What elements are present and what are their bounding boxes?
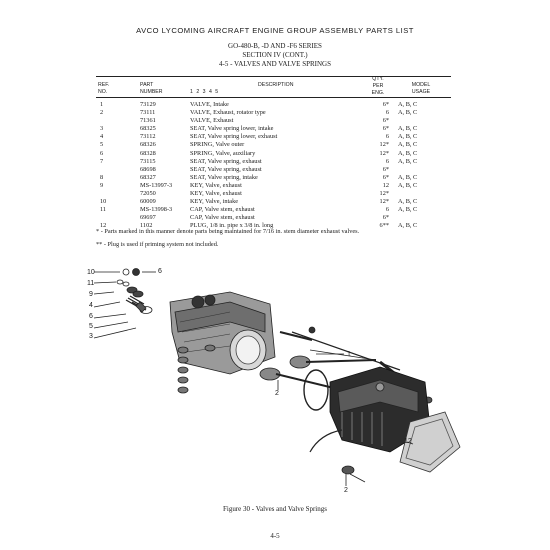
table-row: 69697 CAP, Valve stem, exhaust 6* — [140, 214, 389, 222]
page-number: 4-5 — [270, 532, 280, 540]
footnote-double-asterisk: ** - Plug is used if priming system not included. — [96, 241, 219, 248]
callout-4: 4 — [89, 302, 93, 309]
table-row: 3 68325 SEAT, Valve spring lower, intake 6* A, B, C — [100, 125, 418, 133]
table-row: 8 68327 SEAT, Valve spring, intake 6* A, B, C — [100, 173, 418, 181]
engine-series: GO-480-B, -D AND -F6 SERIES — [228, 42, 322, 50]
table-row: 68698 SEAT, Valve spring, exhaust 6* — [140, 165, 389, 173]
exploded-view-drawing — [80, 262, 470, 497]
callout-6-left: 6 — [89, 313, 93, 320]
table-row: 6 68328 SPRING, Valve, auxiliary 12* A, B, C — [100, 149, 418, 157]
callout-9: 9 — [89, 291, 93, 298]
table-row: 4 73112 SEAT, Valve spring lower, exhaust 6 A, B, C — [100, 133, 418, 141]
col-header-description: DESCRIPTION — [258, 82, 294, 88]
callout-1: 1 — [347, 351, 351, 358]
table-top-rule — [96, 76, 451, 77]
figure-caption: Figure 30 - Valves and Valve Springs — [223, 505, 327, 513]
table-row: 1 73129 VALVE, Intake 6* A, B, C — [100, 101, 418, 108]
table-row: 5 68326 SPRING, Valve outer 12* A, B, C — [100, 141, 418, 149]
subject-title: 4-5 - VALVES AND VALVE SPRINGS — [219, 60, 331, 68]
table-row: 7 73115 SEAT, Valve spring, exhaust 6 A, B, C — [100, 157, 418, 165]
table-row: 10 60009 KEY, Valve, intake 12* A, B, C — [100, 198, 418, 206]
callout-2-lower: 2 — [344, 487, 348, 494]
col-header-qty: QTY. PER ENG. — [371, 76, 385, 96]
col-header-model: MODEL USAGE — [411, 82, 431, 95]
table-row: 12 1102 PLUG, 1/8 in. pipe x 3/8 in. long 6** A, B, C — [100, 222, 418, 230]
callout-11: 11 — [87, 280, 95, 287]
table-row: 11 MS-13998-3 CAP, Valve stem, exhaust 6 A, B, C — [100, 206, 418, 214]
table-row: 9 MS-13997-3 KEY, Valve, exhaust 12 A, B, C — [100, 181, 418, 189]
col-header-ref: REF. NO. — [98, 82, 110, 95]
callout-6-right: 6 — [158, 268, 162, 275]
table-row: 2 73111 VALVE, Exhaust, rotator type 6 A, B, C — [100, 109, 418, 117]
callout-3: 3 — [89, 333, 93, 340]
footnote-single-asterisk: * - Parts marked in this manner denote parts being maintained for 7/16 in. stem diameter exhaust valves. — [96, 228, 360, 235]
callout-12: 12 — [404, 438, 412, 445]
callout-2-upper: 2 — [275, 390, 279, 397]
table-row: 72050 KEY, Valve, exhaust 12* — [140, 190, 389, 198]
section-title: SECTION IV (CONT.) — [242, 51, 308, 59]
col-header-indent-levels: 1 2 3 4 5 — [190, 89, 220, 95]
document-org-title: AVCO LYCOMING AIRCRAFT ENGINE GROUP ASSEMBLY PARTS LIST — [136, 26, 414, 35]
col-header-part: PART NUMBER — [140, 82, 163, 95]
parts-table-body — [0, 101, 550, 231]
callout-5: 5 — [89, 323, 93, 330]
table-row: 71361 VALVE, Exhaust 6* — [140, 117, 389, 125]
callout-10: 10 — [87, 269, 95, 276]
table-header-rule — [96, 97, 451, 98]
